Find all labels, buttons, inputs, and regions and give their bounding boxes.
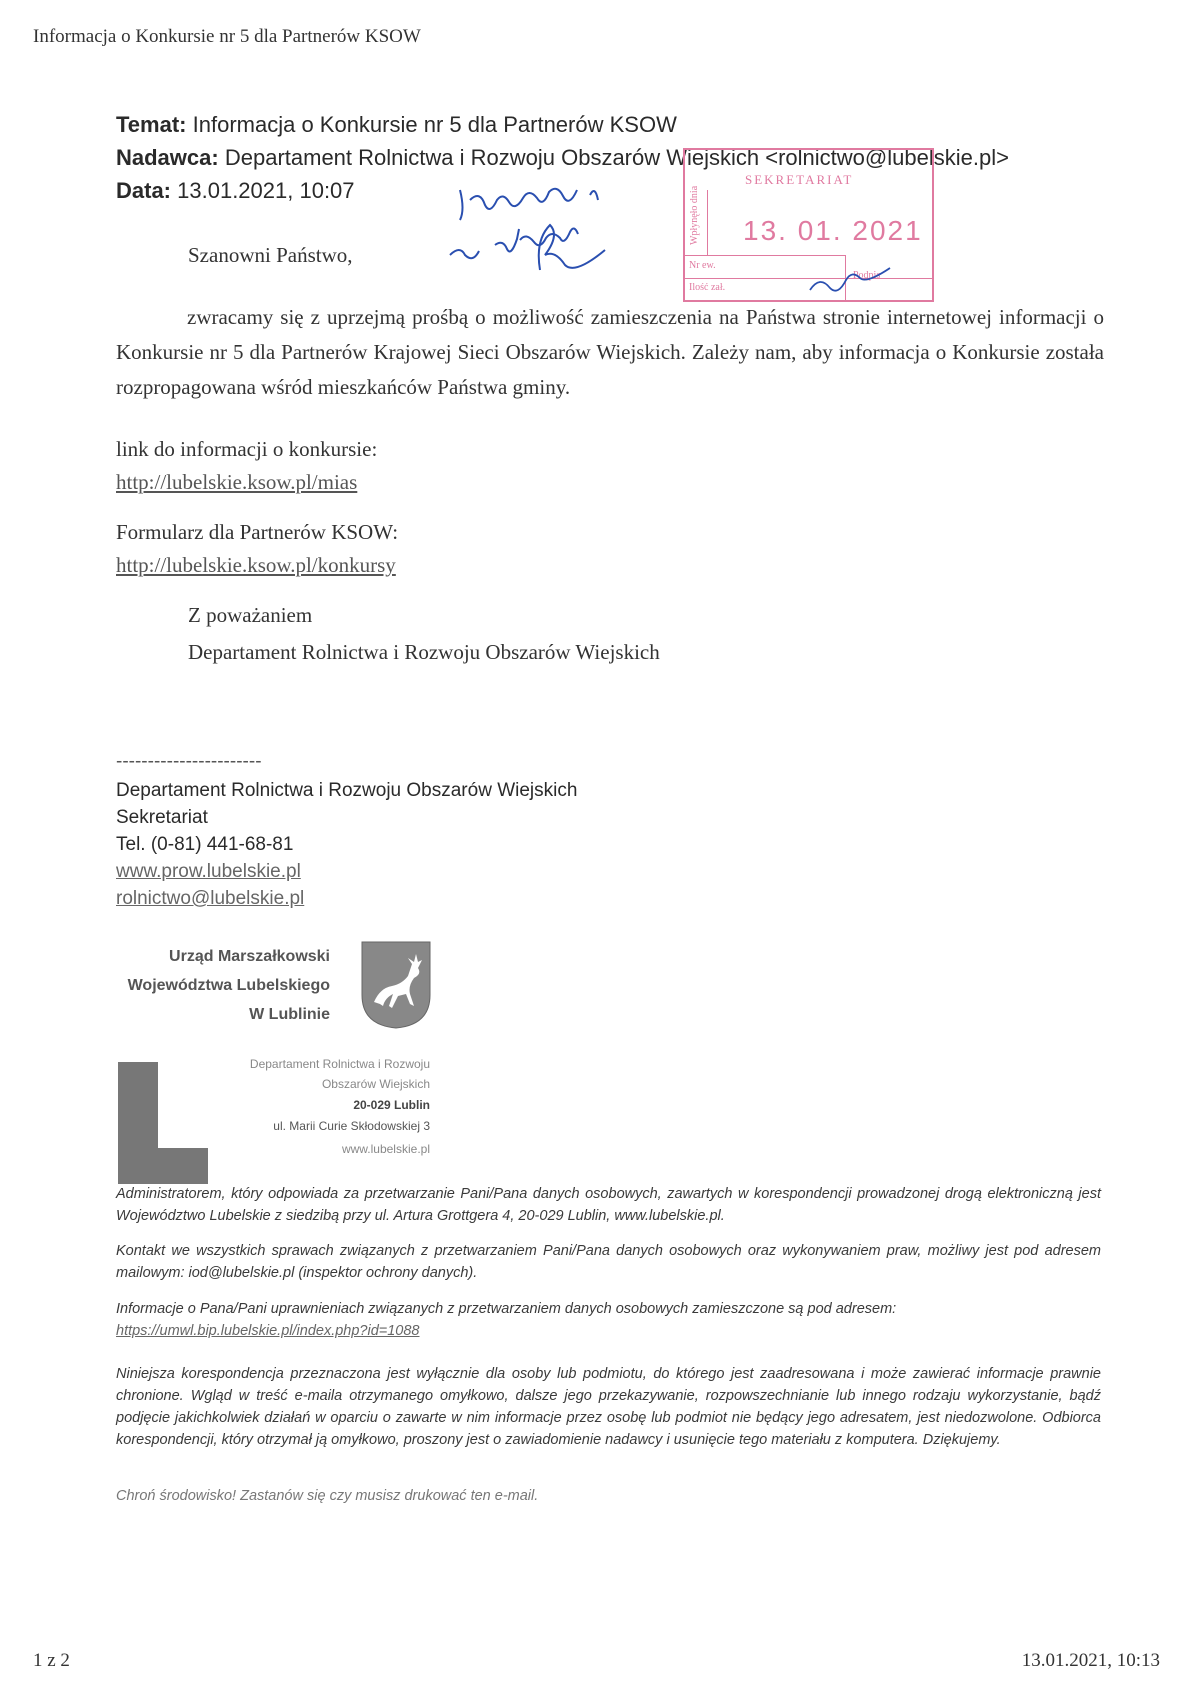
subject-value: Informacja o Konkursie nr 5 dla Partnerów KSOW: [192, 112, 677, 137]
legal-rights-link[interactable]: https://umwl.bip.lubelskie.pl/index.php?id=1088: [116, 1323, 420, 1339]
greeting: Szanowni Państwo,: [188, 243, 353, 267]
date-label: Data:: [116, 178, 172, 203]
legal-rights: [116, 1298, 1101, 1342]
contest-info-link[interactable]: http://lubelskie.ksow.pl/mias: [116, 470, 358, 494]
address-line3: 20-029 Lublin: [353, 1098, 430, 1112]
body-paragraph: zwracamy się z uprzejmą prośbą o możliwość zamieszczenia na Państwa stronie internetowej informacji o Konkursie nr 5 dla Partnerów Krajowej Sieci Obszarów Wiejskich. Zależy nam, aby informacja o Konkursie została rozpropagowana wśród mieszkańców Państwa gminy.: [116, 305, 1104, 399]
logo-line2: Województwa Lubelskiego: [127, 977, 330, 994]
address-line2: Obszarów Wiejskich: [321, 1077, 430, 1091]
legal-admin: Administratorem, który odpowiada za przetwarzanie Pani/Pana danych osobowych, zawartych w korespondencji prowadzonej drogą elektroniczną jest Województwo Lubelskie z siedzibą przy ul. Artura Grottgera 4, 20-029 Lublin, www.lubelskie.pl.: [116, 1186, 1101, 1224]
stamp-nr-label: Nr ew.: [689, 260, 716, 271]
deer-crest-icon: [360, 940, 432, 1030]
legal-rights-text: Informacje o Pana/Pani uprawnieniach związanych z przetwarzaniem danych osobowych zamieszczone są pod adresem:: [116, 1301, 897, 1317]
signature-dept: Departament Rolnictwa i Rozwoju Obszarów Wiejskich: [116, 780, 578, 801]
stamp-received-label: Wpłynęło dnia: [689, 185, 700, 245]
regards: Z poważaniem: [188, 603, 313, 627]
print-page-number: 1 z 2: [33, 1650, 70, 1671]
logo-line3: W Lublinie: [249, 1006, 330, 1023]
print-datetime: 13.01.2021, 10:13: [1021, 1650, 1160, 1671]
l-logo-icon: [118, 1062, 208, 1184]
signature-tel: Tel. (0-81) 441-68-81: [116, 834, 294, 855]
email-subject: [116, 112, 677, 138]
signature-separator: -----------------------: [116, 751, 262, 772]
stamp-date: 13. 01. 2021: [743, 215, 923, 246]
email-date: [116, 178, 355, 204]
legal-contact: Kontakt we wszystkich sprawach związanych z przetwarzaniem Pani/Pana danych osobowych oraz wykonywaniem praw, możliwy jest pod adresem mailowym: iod@lubelskie.pl (inspektor ochrony danych).: [116, 1243, 1101, 1281]
signature-www-link[interactable]: www.prow.lubelskie.pl: [116, 861, 301, 882]
address-line5: www.lubelskie.pl: [341, 1142, 430, 1156]
stamp-count-label: Ilość zał.: [689, 282, 726, 293]
regards-dept: Departament Rolnictwa i Rozwoju Obszarów Wiejskich: [188, 640, 660, 664]
link1-label: link do informacji o konkursie:: [116, 437, 378, 461]
stamp-sign-label: Podpis: [853, 270, 881, 281]
signature-secretariat: Sekretariat: [116, 807, 208, 828]
sender-value: Departament Rolnictwa i Rozwoju Obszarów Wiejskich <rolnictwo@lubelskie.pl>: [224, 145, 1009, 170]
signature-email-link[interactable]: rolnictwo@lubelskie.pl: [116, 888, 305, 909]
stamp-title: SEKRETARIAT: [745, 172, 854, 187]
partner-form-link[interactable]: http://lubelskie.ksow.pl/konkursy: [116, 553, 396, 577]
print-header-title: Informacja o Konkursie nr 5 dla Partnerów KSOW: [33, 26, 421, 47]
legal-environment: Chroń środowisko! Zastanów się czy musisz drukować ten e-mail.: [116, 1488, 539, 1504]
address-line1: Departament Rolnictwa i Rozwoju: [249, 1057, 430, 1071]
link2-label: Formularz dla Partnerów KSOW:: [116, 520, 399, 544]
address-line4: ul. Marii Curie Skłodowskiej 3: [273, 1119, 430, 1133]
subject-label: Temat:: [116, 112, 187, 137]
handwritten-note: [440, 170, 940, 310]
legal-confidentiality: Niniejsza korespondencja przeznaczona jest wyłącznie dla osoby lub podmiotu, do którego jest zaadresowana i może zawierać informacje prawnie chronione. Wgląd w treść e-maila otrzymanego omyłkowo, dalsze jego przekazywanie, rozpowszechnianie lub innego rodzaju wykorzystanie, bądź podjęcie jakichkolwiek działań w oparciu o zawarte w nim informacje przez osobę lub podmiot nie będący jego adresatem, jest niedozwolone. Odbiorca korespondencji, który otrzymał ją omyłkowo, proszony jest o zawiadomienie nadawcy i usunięcie tego materiału z komputera. Dziękujemy.: [116, 1366, 1101, 1448]
logo-line1: Urząd Marszałkowski: [169, 948, 330, 965]
date-value: 13.01.2021, 10:07: [177, 178, 355, 203]
sender-label: Nadawca:: [116, 145, 219, 170]
